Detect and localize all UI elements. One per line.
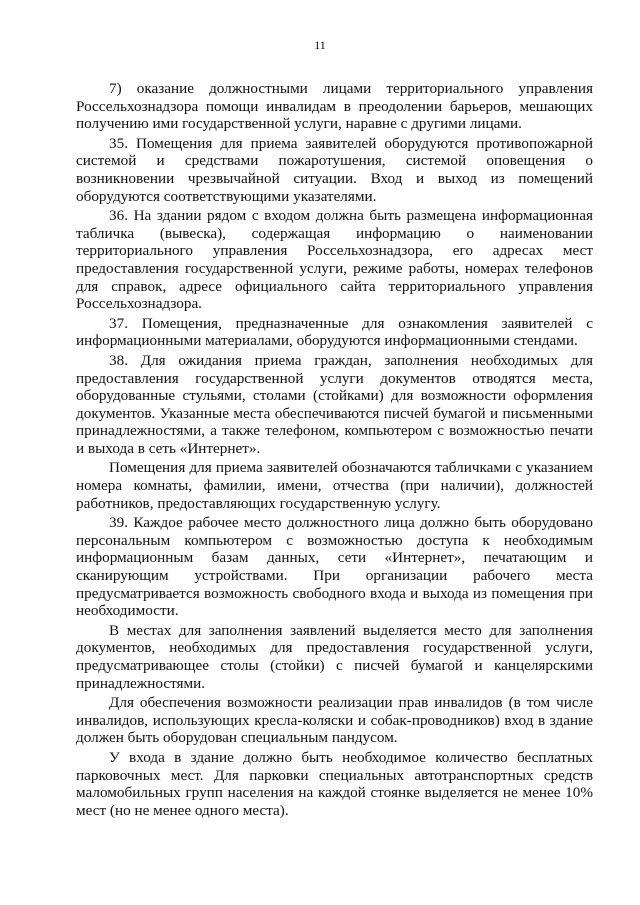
paragraph-38: 38. Для ожидания приема граждан, заполнения необходимых для предоставления государственной услуги документов отводятся места, оборудованные стульями, столами (стойками) для возможности оформления документов. Указанные места обеспечиваются писчей бумагой и письменными принадлежностями, а также телефоном, компьютером с возможностью печати и выхода в сеть «Интернет». <box>76 351 593 457</box>
paragraph-reception-signage: Помещения для приема заявителей обозначаются табличками с указанием номера комнаты, фамилии, имени, отчества (при наличии), должностей работников, предоставляющих государственную услугу. <box>76 459 593 512</box>
paragraph-disability-access: Для обеспечения возможности реализации прав инвалидов (в том числе инвалидов, использующих кресла-коляски и собак-проводников) вход в здание должен быть оборудован специальным пандусом. <box>76 694 593 747</box>
paragraph-37: 37. Помещения, предназначенные для ознакомления заявителей с информационными материалами, оборудуются информационными стендами. <box>76 314 593 350</box>
document-body <box>76 80 593 821</box>
paragraph-39: 39. Каждое рабочее место должностного лица должно быть оборудовано персональным компьютером с возможностью доступа к необходимым информационным базам данных, сети «Интернет», печатающим и сканирующим устройствами. При организации рабочего места предусматривается возможность свободного входа и выхода из помещения при необходимости. <box>76 514 593 620</box>
paragraph-form-filling-area: В местах для заполнения заявлений выделяется место для заполнения документов, необходимых для предоставления государственной услуги, предусматривающее столы (стойки) с писчей бумагой и канцелярскими принадлежностями. <box>76 621 593 692</box>
paragraph-item-7: 7) оказание должностными лицами территориального управления Россельхознадзора помощи инвалидам в преодолении барьеров, мешающих получению ими государственной услуги, наравне с другими лицами. <box>76 80 593 133</box>
paragraph-parking: У входа в здание должно быть необходимое количество бесплатных парковочных мест. Для парковки специальных автотранспортных средств маломобильных групп населения на каждой стоянке выделяется не менее 10% мест (но не менее одного места). <box>76 748 593 819</box>
paragraph-35: 35. Помещения для приема заявителей оборудуются противопожарной системой и средствами пожаротушения, системой оповещения о возникновении чрезвычайной ситуации. Вход и выход из помещений оборудуются соответствующими указателями. <box>76 134 593 205</box>
page-number: 11 <box>314 38 326 52</box>
paragraph-36: 36. На здании рядом с входом должна быть размещена информационная табличка (вывеска), содержащая информацию о наименовании территориального управления Россельхознадзора, его адресах мест предоставления государственной услуги, режиме работы, номерах телефонов для справок, адресе официального сайта территориального управления Россельхознадзора. <box>76 207 593 313</box>
